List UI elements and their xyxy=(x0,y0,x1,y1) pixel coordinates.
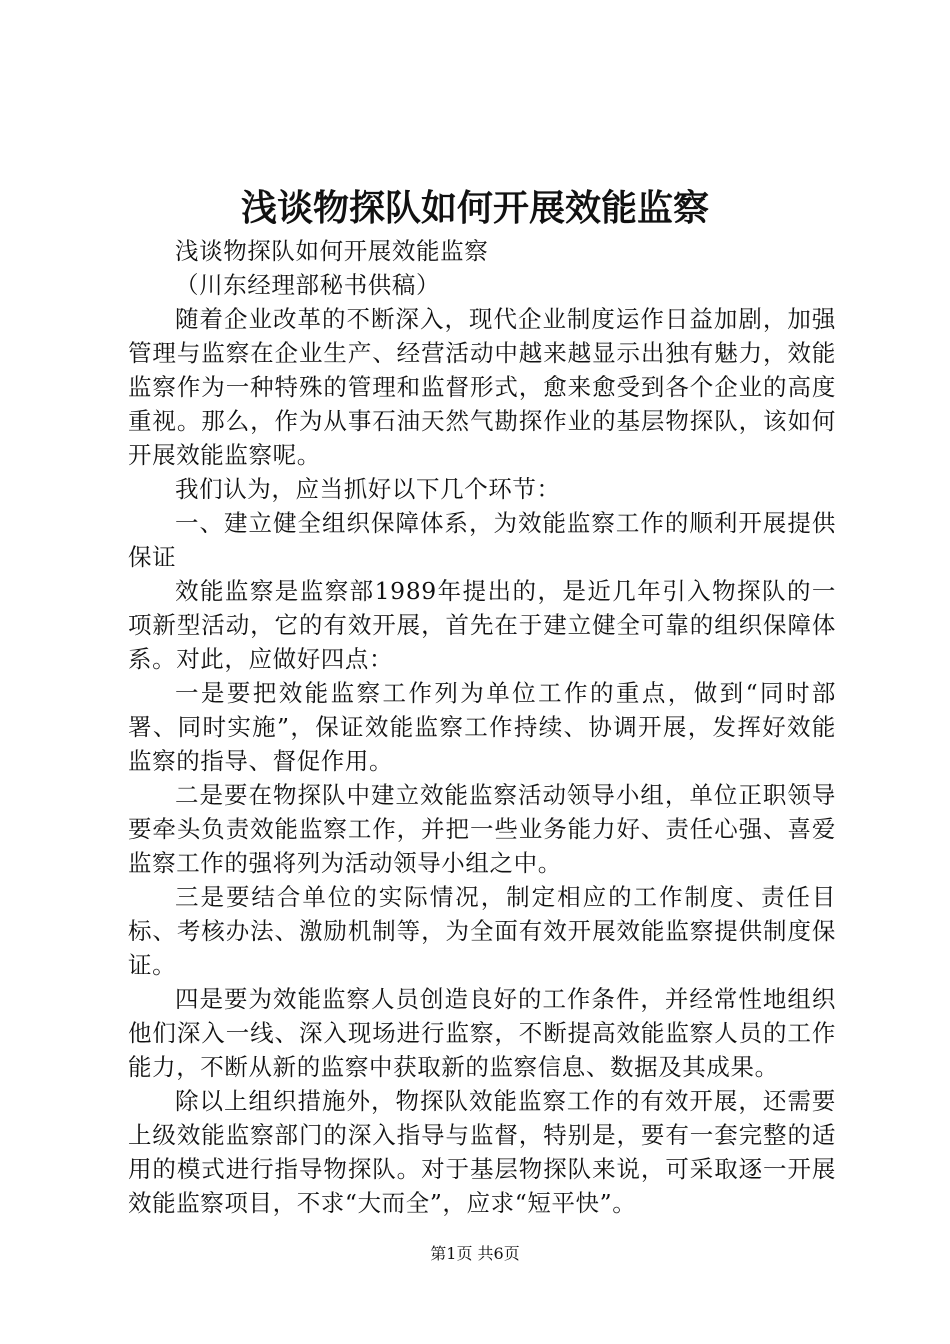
page-indicator: 第1页 共6页 xyxy=(430,1244,520,1263)
document-body xyxy=(128,234,836,1220)
body-paragraph: 四是要为效能监察人员创造良好的工作条件，并经常性地组织他们深入一线、深入现场进行监察，不断提高效能监察人员的工作能力，不断从新的监察中获取新的监察信息、数据及其成果。 xyxy=(128,985,836,1081)
body-paragraph: 一是要把效能监察工作列为单位工作的重点，做到“同时部署、同时实施”，保证效能监察工作持续、协调开展，发挥好效能监察的指导、督促作用。 xyxy=(128,679,836,775)
page-footer xyxy=(0,1243,950,1265)
body-paragraph: 我们认为，应当抓好以下几个环节： xyxy=(175,475,561,503)
body-paragraph: 二是要在物探队中建立效能监察活动领导小组，单位正职领导要牵头负责效能监察工作，并把一些业务能力好、责任心强、喜爱监察工作的强将列为活动领导小组之中。 xyxy=(128,781,836,877)
section-heading-paragraph: 一、建立健全组织保障体系，为效能监察工作的顺利开展提供保证 xyxy=(128,509,836,571)
body-paragraph: 除以上组织措施外，物探队效能监察工作的有效开展，还需要上级效能监察部门的深入指导与监督，特别是，要有一套完整的适用的模式进行指导物探队。对于基层物探队来说，可采取逐一开展效能监察项目，不求“大而全”，应求“短平快”。 xyxy=(128,1087,836,1217)
page-title: 浅谈物探队如何开展效能监察 xyxy=(240,187,709,229)
body-paragraph: 随着企业改革的不断深入，现代企业制度运作日益加剧，加强管理与监察在企业生产、经营活动中越来越显示出独有魅力，效能监察作为一种特殊的管理和监督形式，愈来愈受到各个企业的高度重视。那么，作为从事石油天然气勘探作业的基层物探队，该如何开展效能监察呢。 xyxy=(128,305,836,469)
body-paragraph: 效能监察是监察部1989年提出的，是近几年引入物探队的一项新型活动，它的有效开展，首先在于建立健全可靠的组织保障体系。对此，应做好四点： xyxy=(128,577,836,673)
subtitle-paragraph: 浅谈物探队如何开展效能监察 xyxy=(175,237,489,265)
byline-paragraph: （川东经理部秘书供稿） xyxy=(175,271,441,299)
body-paragraph: 三是要结合单位的实际情况，制定相应的工作制度、责任目标、考核办法、激励机制等，为全面有效开展效能监察提供制度保证。 xyxy=(128,883,836,979)
